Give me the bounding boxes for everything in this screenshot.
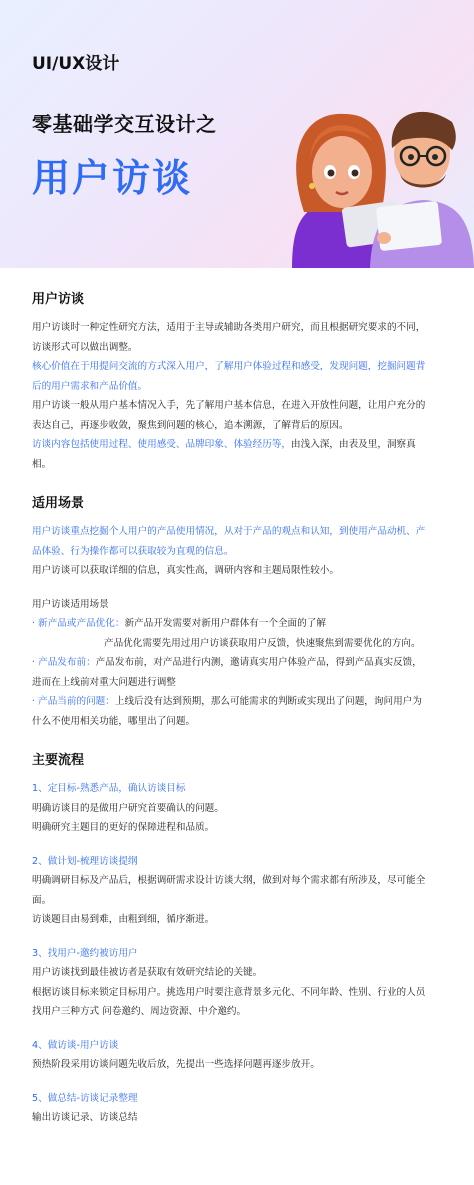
scene-item-2-text: 产品发布前，对产品进行内测，邀请真实用户体验产品，得到产品真实反馈， [95,657,422,668]
scene-item-1-text: 新产品开发需要对新用户群体有一个全面的了解 [124,618,326,629]
hero-title: 用户访谈 [32,156,193,200]
process-step-3-line-1: 用户访谈找到最佳被访者是获取有效研究结论的关键。 [32,967,263,978]
intro-paragraph-4-highlight: 访谈内容包括使用过程、使用感受、品牌印象、体验经历等， [32,439,292,450]
intro-paragraph-3: 用户访谈一般从用户基本情况入手，先了解用户基本信息，在进入开放性问题，让用户充分的 [32,400,426,411]
process-step-1-title: 1、定目标-熟悉产品，确认访谈目标 [32,783,186,794]
process-step-3-line-2-cont: 找用户三种方式 问卷邀约、周边资源、中介邀约。 [32,1006,247,1017]
scene-item-3 [32,692,444,712]
intro-paragraph-1: 用户访谈时一种定性研究方法，适用于主导或辅助各类用户研究，而且根据研究要求的不同， [32,322,426,333]
intro-paragraph-4 [32,435,444,455]
scene-item-1-cont: 产品优化需要先用过用户访谈获取用户反馈，快速聚焦到需要优化的方向。 [104,637,421,649]
process-step-2-title: 2、做计划-梳理访谈提纲 [32,855,138,867]
intro-paragraph-2-cont: 后的用户需求和产品价值。 [32,380,148,392]
process-step-4-title: 4、做访谈-用户访谈 [32,1039,119,1051]
article-body [32,290,444,1128]
scene-item-2-cont: 进而在上线前对重大问题进行调整 [32,676,176,688]
scene-item-3-text: 上线后没有达到预期，那么可能需求的判断或实现出了问题，询问用户为 [114,696,422,707]
process-step-2-line-2: 访谈题目由易到难，由粗到细，循序渐进。 [32,914,215,925]
process-step-1-line-1: 明确访谈目的是做用户研究首要确认的问题。 [32,802,224,814]
process-step-5-title: 5、做总结-访谈记录整理 [32,1092,138,1104]
process-step-3-title: 3、找用户-邀约被访用户 [32,947,138,959]
two-people-illustration [274,92,474,268]
category-label: UI/UX设计 [32,54,120,74]
intro-paragraph-4-rest: 由浅入深，由表及里，洞察真 [291,439,416,450]
process-step-4-line-1: 预热阶段采用访谈问题先收后放，先提出一些选择问题再逐步放开。 [32,1059,320,1070]
process-step-2-line-1-cont: 面。 [32,894,52,906]
process-step-1-line-2: 明确研究主题目的更好的保障进程和品质。 [32,822,215,833]
scene-item-3-cont: 什么不使用相关功能，哪里出了问题。 [32,715,196,727]
scenes-paragraph-2: 用户访谈可以获取详细的信息，真实性高，调研内容和主题局限性较小。 [32,565,339,576]
process-step-3-line-2: 根据访谈目标来锁定目标用户。挑选用户时要注意背景多元化、不同年龄、性别、行业的人员 [32,986,426,998]
scene-item-1 [32,614,444,634]
process-step-2-line-1: 明确调研目标及产品后，根据调研需求设计访谈大纲，做到对每个需求都有所涉及，尽可能全 [32,875,426,886]
section-title-scenes: 适用场景 [32,496,85,511]
section-title-process: 主要流程 [32,753,85,768]
scenes-paragraph-1: 用户访谈重点挖掘个人用户的产品使用情况，从对于产品的观点和认知，到使用产品动机、产 [32,526,426,537]
intro-paragraph-1-cont: 访谈形式可以做出调整。 [32,341,138,353]
scene-item-1-label: · 新产品或产品优化： [32,618,125,629]
hero-banner [0,0,474,268]
hero-subtitle: 零基础学交互设计之 [32,112,217,136]
intro-paragraph-4-cont: 相。 [32,458,52,470]
scene-item-2-label: · 产品发布前： [32,657,96,668]
scenes-paragraph-1-cont: 品体验、行为操作都可以获取较为直观的信息。 [32,545,234,557]
section-title-interview: 用户访谈 [32,292,85,307]
process-step-5-line-1: 输出访谈记录、访谈总结 [32,1112,138,1123]
scene-item-3-label: · 产品当前的问题： [32,696,115,707]
intro-paragraph-3-cont: 表达自己，再逐步收敛，聚焦到问题的核心，追本溯源，了解背后的原因。 [32,419,349,431]
intro-paragraph-2: 核心价值在于用提问交流的方式深入用户，了解用户体验过程和感受，发现问题，挖掘问题背 [32,361,426,372]
scenes-list-title: 用户访谈适用场景 [32,598,109,610]
scene-item-2 [32,653,444,673]
